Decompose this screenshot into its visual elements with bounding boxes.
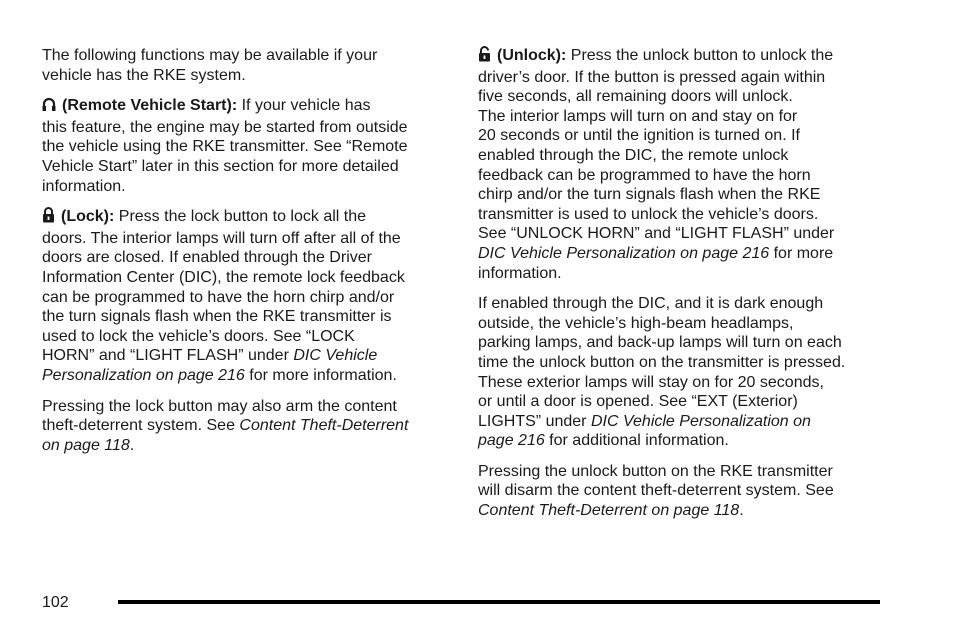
text-line: Press the lock button to lock all the [114,208,367,226]
text-line: for more [769,244,834,262]
text-line: or until a door is opened. See “EXT (Exterior) [478,393,798,411]
text-line: vehicle has the RKE system. [42,66,246,84]
text-line: See “UNLOCK HORN” and “LIGHT FLASH” under [478,225,835,243]
text-line: theft-deterrent system. See [42,417,240,435]
text-line: outside, the vehicle’s high-beam headlamps, [478,314,794,332]
text-line: LIGHTS” under [478,412,591,430]
remote-start-title: (Remote Vehicle Start): [62,97,238,115]
text-line: Information Center (DIC), the remote lock feedback [42,268,405,286]
unlock-icon [478,46,491,68]
text-line: transmitter is used to unlock the vehicle’s doors. [478,205,819,223]
text-line: time the unlock button on the transmitter is pressed. [478,353,846,371]
lock-paragraph [42,207,452,385]
text-line: this feature, the engine may be started from outside [42,118,408,136]
text-line: The interior lamps will turn on and stay on for [478,107,798,125]
disarm-paragraph [478,462,888,521]
text-line: used to lock the vehicle’s doors. See “LOCK [42,327,355,345]
cross-reference: DIC Vehicle Personalization on [590,412,811,430]
text-line: the turn signals flash when the RKE transmitter is [42,308,392,326]
text-line: feedback can be programmed to have the horn [478,166,811,184]
cross-reference: DIC Vehicle Personalization on page 216 [478,244,770,262]
text-line: information. [478,264,562,282]
text-line: chirp and/or the turn signals flash when the RKE [478,186,821,204]
cross-reference: Personalization on page 216 [42,366,245,384]
text-line: If enabled through the DIC, and it is dark enough [478,295,824,313]
cross-reference: on page 118 [42,436,130,454]
text-line: can be programmed to have the horn chirp and/or [42,288,395,306]
text-line: . [129,436,135,454]
text-line: . [739,502,744,520]
text-line: doors. The interior lamps will turn off after all of the [42,229,401,247]
text-line: for additional information. [544,432,729,450]
unlock-title: (Unlock): [497,47,567,64]
unlock-paragraph [478,46,888,283]
text-line: 20 seconds or until the ignition is turned on. If [478,127,800,145]
text-line: Pressing the lock button may also arm the content [42,397,397,415]
text-line: information. [42,177,126,195]
right-column [478,46,888,532]
text-line: will disarm the content theft-deterrent system. See [478,482,834,500]
text-line: Pressing the unlock button on the RKE transmitter [478,462,833,480]
text-line: parking lamps, and back-up lamps will turn on each [478,334,842,352]
remote-start-icon [42,97,56,118]
text-line: If your vehicle has [237,97,371,115]
text-line: doors are closed. If enabled through the Driver [42,249,372,267]
text-line: driver’s door. If the button is pressed again within [478,68,826,86]
left-column [42,46,452,466]
lock-icon [42,207,55,229]
footer-rule [118,600,880,604]
cross-reference: Content Theft-Deterrent on page 118 [478,502,740,520]
remote-start-paragraph [42,96,452,196]
lock-title: (Lock): [61,208,115,226]
text-line: five seconds, all remaining doors will unlock. [478,88,793,106]
cross-reference: page 216 [478,432,545,450]
text-line: for more information. [244,366,397,384]
text-line: HORN” and “LIGHT FLASH” under [42,347,294,365]
exterior-lamps-paragraph [478,294,888,451]
theft-deterrent-paragraph [42,397,452,456]
text-line: Vehicle Start” later in this section for more detailed [42,157,399,175]
text-line: enabled through the DIC, the remote unlock [478,146,789,164]
intro-paragraph [42,46,452,85]
text-line: Press the unlock button to unlock the [566,47,834,64]
text-line: the vehicle using the RKE transmitter. See “Remote [42,138,408,156]
cross-reference: DIC Vehicle [293,347,378,365]
cross-reference: Content Theft-Deterrent [239,417,409,435]
text-line: The following functions may be available if your [42,47,378,64]
text-line: These exterior lamps will stay on for 20 seconds, [478,373,824,391]
page-number: 102 [42,594,69,611]
